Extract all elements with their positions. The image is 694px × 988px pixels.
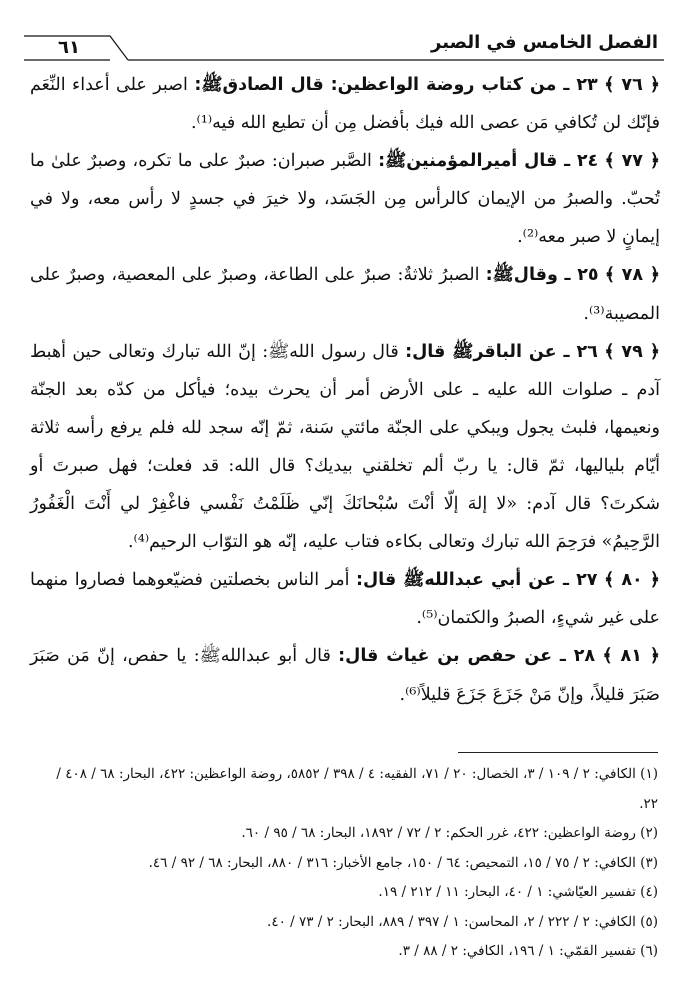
footnote: (٥) الكافي: ٢ / ٢٢٢ / ٢، المحاسن: ١ / ٣٩٧ / ٨٨٩، البحار: ٢ / ٧٣ / ٤٠. bbox=[267, 913, 658, 930]
page-number: ٦١ bbox=[58, 37, 80, 58]
entry-number: ﴿ ٧٩ ﴾ bbox=[604, 341, 660, 362]
footnote: (٣) الكافي: ٢ / ٧٥ / ١٥، التمحيص: ٦٤ / ١٥٠، جامع الأخبار: ٣١٦ / ٨٨٠، البحار: ٦٨ / ٩٢ / ٤٦. bbox=[148, 854, 658, 871]
entry-lead: ٢٥ ـ وقالﷺ: bbox=[485, 265, 599, 286]
entry-number: ﴿ ٧٨ ﴾ bbox=[604, 265, 660, 286]
entry-lead: ٢٧ ـ عن أبي عبداللهﷺ قال: bbox=[356, 570, 598, 591]
hadith-entry bbox=[30, 142, 660, 256]
entry-lead: ٢٤ ـ قال أميرالمؤمنينﷺ: bbox=[378, 151, 599, 172]
entry-text: قال أبو عبداللهﷺ: يا حفص، إنّ مَن صَبَرَ صَبَرَ قليلاً، وإنّ مَنْ جَزَعَ جَزَعَ قليلاً⁽⁶⁾. bbox=[30, 646, 660, 705]
entry-number: ﴿ ٨٠ ﴾ bbox=[604, 570, 660, 591]
hadith-entry bbox=[30, 66, 660, 142]
hadith-entry bbox=[30, 256, 660, 332]
entry-text: اصبر على أعداء النِّعَم فإنّك لن تُكافي مَن عصى الله فيك بأفضل مِن أن تطيع الله فيه⁽¹⁾. bbox=[30, 75, 660, 134]
entry-text: أمر الناس بخصلتين فضيّعوهما فصاروا منهما على غير شيءٍ، الصبرُ والكتمان⁽⁵⁾. bbox=[30, 570, 660, 629]
hadith-entry bbox=[30, 561, 660, 637]
footnote: (١) الكافي: ٢ / ١٠٩ / ٣، الخصال: ٢٠ / ٧١، الفقيه: ٤ / ٣٩٨ / ٥٨٥٢، روضة الواعظين: ٤٢٢، البحار: ٦٨ / ٤٠٨ / ٢٢. bbox=[56, 766, 658, 812]
entry-text: قال رسول اللهﷺ: إنّ الله تبارك وتعالى حين أهبط آدم ـ صلوات الله عليه ـ على الأرض أمر أن يحرث بيده؛ فيأكل من كدّه بعد الجنّة ونعيمها، فلبث يجول ويبكي على الجنّة مائتي سَنة، ثمّ إنّه سجد لله فلم يرفع رأسه ثلاثة أيّام بلياليها، ثمّ قال: يا ربّ ألم تخلقني بيديك؟ قال الله: قد فعلت؛ فهل صبرتَ أو شكرتَ؟ قال آدم: «لا إلهَ إلّا أنْتَ سُبْحانَكَ إنّي ظَلَمْتُ نَفْسي فاغْفِرْ لي أَنْتَ الْغَفُورُ الرَّحِيمُ» فرَحِمَ الله تبارك وتعالى بكاءه فتاب عليه، إنّه هو التوّاب الرحيم⁽⁴⁾. bbox=[30, 341, 660, 553]
entry-number: ﴿ ٧٦ ﴾ bbox=[604, 75, 660, 95]
entry-lead: ٢٦ ـ عن الباقرﷺ قال: bbox=[405, 341, 598, 362]
hadith-entry bbox=[30, 637, 660, 713]
entry-number: ﴿ ٧٧ ﴾ bbox=[604, 151, 660, 172]
entry-text: الصبرُ ثلاثةٌ: صبرٌ على الطاعة، وصبرٌ على المعصية، وصبرٌ على المصيبة⁽³⁾. bbox=[30, 265, 660, 324]
entry-text: الصَّبر صبران: صبرٌ على ما تكره، وصبرٌ علىٰ ما تُحبّ. والصبرُ من الإيمان كالرأس مِن الجَسَد، ولا خيرَ في جسدٍ لا رأس معه، ولا في إيمانٍ لا صبر معه⁽²⁾. bbox=[30, 151, 660, 248]
chapter-title: الفصل الخامس في الصبر bbox=[431, 32, 658, 53]
footnotes bbox=[38, 760, 658, 967]
page-header bbox=[0, 24, 694, 64]
entry-lead: ٢٣ ـ من كتاب روضة الواعظين: قال الصادقﷺ: bbox=[194, 75, 598, 95]
footnote: (٢) روضة الواعظين: ٤٢٢، غرر الحكم: ٢ / ٧٢ / ١٨٩٢، البحار: ٦٨ / ٩٥ / ٦٠. bbox=[241, 825, 658, 841]
footnote-divider bbox=[458, 752, 658, 753]
footnote: (٤) تفسير العيّاشي: ١ / ٤٠، البحار: ١١ / ٢١٢ / ١٩. bbox=[378, 884, 658, 900]
footnote: (٦) تفسير القمّي: ١ / ١٩٦، الكافي: ٢ / ٨٨ / ٣. bbox=[398, 943, 658, 959]
hadith-entry bbox=[30, 333, 660, 562]
entry-number: ﴿ ٨١ ﴾ bbox=[602, 646, 660, 667]
main-text bbox=[30, 66, 660, 714]
entry-lead: ٢٨ ـ عن حفص بن غياث قال: bbox=[338, 646, 596, 667]
